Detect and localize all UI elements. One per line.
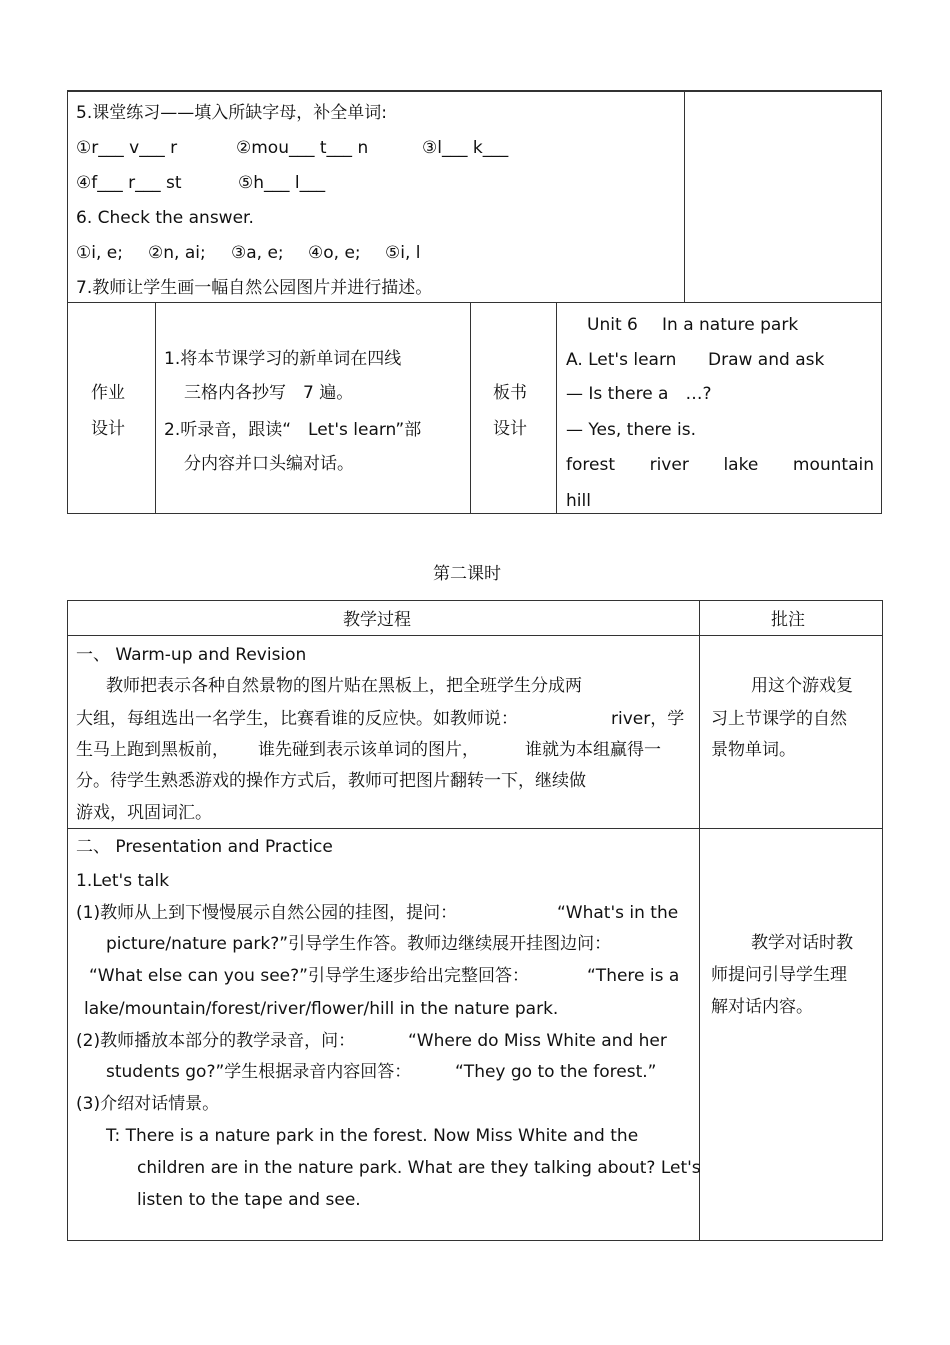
sec2-t2: children are in the nature park. What are they talking about? Let's <box>137 1158 701 1178</box>
board-word: river <box>649 455 689 475</box>
answer-2: ②n, ai; <box>148 243 206 263</box>
sec1-heading: 一、 Warm-up and Revision <box>76 645 307 665</box>
exercise-word-4: ④f___ r___ st <box>76 173 182 193</box>
sec1-note-1: 用这个游戏复 <box>751 676 853 696</box>
board-unit-name: In a nature park <box>662 315 799 335</box>
answer-1: ①i, e; <box>76 243 123 263</box>
sec2-item-2c: students go?”学生根据录音内容回答： <box>106 1062 412 1082</box>
board-word-row <box>566 455 874 475</box>
sec2-item-2a: (2)教师播放本部分的教学录音，问： <box>76 1031 356 1051</box>
sec2-item-2b: “Where do Miss White and her <box>408 1031 667 1051</box>
board-answer: — Yes, there is. <box>566 420 697 440</box>
sec2-note-1: 教学对话时教 <box>751 933 853 953</box>
sec1-note-3: 景物单词。 <box>711 740 796 760</box>
sec2-item-3: (3)介绍对话情景。 <box>76 1094 220 1114</box>
sec2-heading: 二、 Presentation and Practice <box>76 837 333 857</box>
homework-content-divider <box>470 302 471 514</box>
header-process: 教学过程 <box>343 610 411 630</box>
exercise-word-2: ②mou___ t___ n <box>236 138 369 158</box>
sec2-item-1e: “There is a <box>587 966 680 986</box>
board-line-a1: A. Let's learn <box>566 350 677 370</box>
sec1-p3a: 生马上跑到黑板前， <box>76 740 229 760</box>
board-label-1: 板书 <box>493 383 527 403</box>
homework-item-1a: 1.将本节课学习的新单词在四线 <box>164 349 402 369</box>
homework-item-2b: 分内容并口头编对话。 <box>184 454 354 474</box>
exercise-line-6: 6. Check the answer. <box>76 208 254 228</box>
sec2-note-3: 解对话内容。 <box>711 997 813 1017</box>
sec1-p5: 游戏，巩固词汇。 <box>76 803 212 823</box>
exercise-word-5: ⑤h___ l___ <box>238 173 326 193</box>
sec1-p1: 教师把表示各种自然景物的图片贴在黑板上，把全班学生分成两 <box>106 676 582 696</box>
exercise-line-7: 7.教师让学生画一幅自然公园图片并进行描述。 <box>76 278 433 298</box>
answer-3: ③a, e; <box>231 243 284 263</box>
homework-item-1b: 三格内各抄写 7 遍。 <box>184 383 354 403</box>
sec2-item-1b: “What's in the <box>557 903 679 923</box>
exercise-word-3: ③l___ k___ <box>422 138 509 158</box>
board-question: — Is there a …? <box>566 384 712 404</box>
board-unit: Unit 6 <box>587 315 638 335</box>
homework-item-2a: 2.听录音，跟读“ Let's learn”部 <box>164 420 422 440</box>
exercise-line-5: 5.课堂练习——填入所缺字母，补全单词: <box>76 103 387 123</box>
homework-label-1: 作业 <box>91 383 125 403</box>
table-2-header-divider <box>67 635 883 636</box>
sec1-p2a: 大组，每组选出一名学生，比赛看谁的反应快。如教师说： <box>76 709 518 729</box>
board-word: mountain <box>792 455 874 475</box>
sec1-p3b: 谁先碰到表示该单词的图片， <box>258 740 479 760</box>
board-word-hill: hill <box>566 491 591 511</box>
sec1-note-2: 习上节课学的自然 <box>711 709 847 729</box>
sec2-t1: T: There is a nature park in the forest. Now Miss White and the <box>106 1126 639 1146</box>
board-word: forest <box>566 455 615 475</box>
sec2-item-1c: picture/nature park?”引导学生作答。教师边继续展开挂图边问： <box>106 934 612 954</box>
sec2-item-1a: (1)教师从上到下慢慢展示自然公园的挂图，提问： <box>76 903 458 923</box>
board-label-divider <box>556 302 557 514</box>
table-1-top-rule <box>67 90 882 92</box>
sec1-p2b: river，学 <box>611 709 685 729</box>
sec2-item-2d: “They go to the forest.” <box>455 1062 657 1082</box>
sec2-sub: 1.Let's talk <box>76 871 170 891</box>
sec2-item-1f: lake/mountain/forest/river/flower/hill in the nature park. <box>84 999 559 1019</box>
sec1-p3c: 谁就为本组赢得一 <box>525 740 661 760</box>
board-line-a2: Draw and ask <box>708 350 825 370</box>
homework-label-2: 设计 <box>91 419 125 439</box>
answer-5: ⑤i, l <box>385 243 421 263</box>
lesson-2-title: 第二课时 <box>433 564 501 584</box>
table-2-note-column-divider <box>699 600 700 1241</box>
sec2-note-2: 师提问引导学生理 <box>711 965 847 985</box>
table-1-row-divider <box>67 302 882 303</box>
answer-4: ④o, e; <box>308 243 361 263</box>
board-word: lake <box>723 455 759 475</box>
exercise-word-1: ①r___ v___ r <box>76 138 178 158</box>
table-2-section-divider <box>67 828 883 829</box>
board-label-2: 设计 <box>493 419 527 439</box>
sec2-t3: listen to the tape and see. <box>137 1190 361 1210</box>
header-note: 批注 <box>771 610 805 630</box>
table-1-note-column-divider <box>684 90 685 302</box>
sec1-p4: 分。待学生熟悉游戏的操作方式后，教师可把图片翻转一下，继续做 <box>76 771 586 791</box>
sec2-item-1d: “What else can you see?”引导学生逐步给出完整回答： <box>89 966 529 986</box>
homework-label-divider <box>155 302 156 514</box>
